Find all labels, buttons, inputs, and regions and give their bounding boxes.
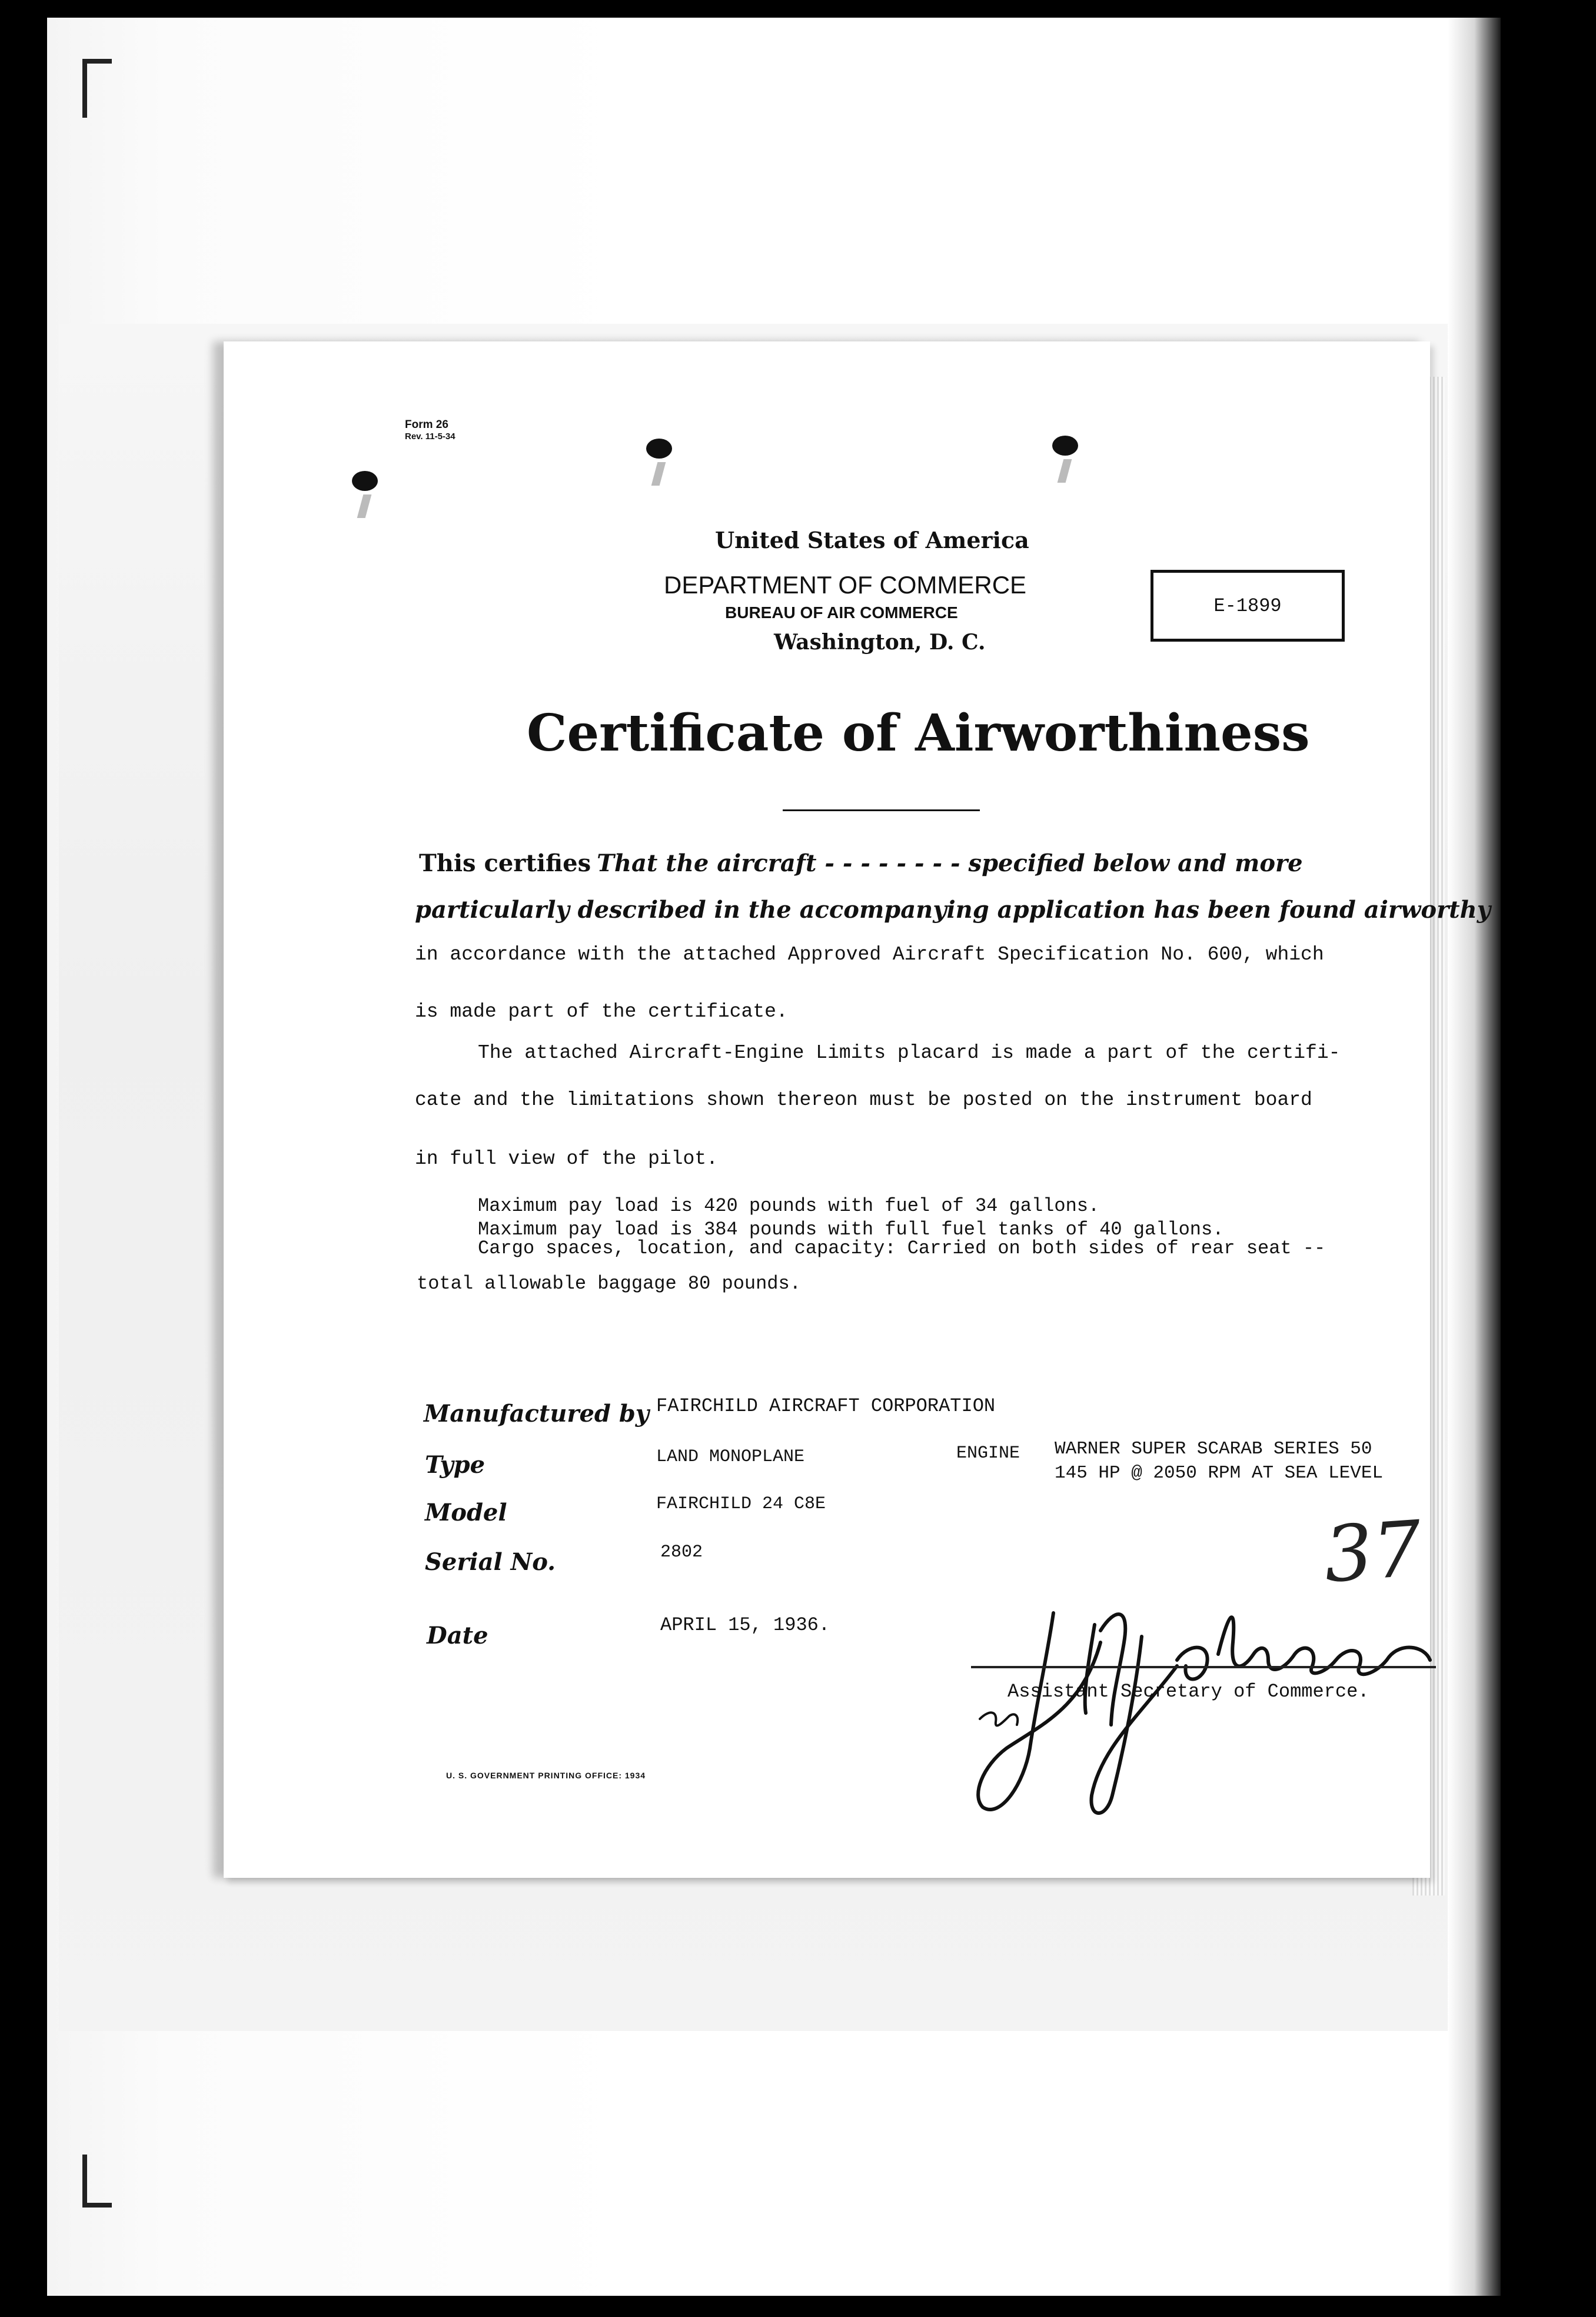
punch-hole-right bbox=[1048, 430, 1083, 483]
signature-title: Assistant Secretary of Commerce. bbox=[1008, 1681, 1369, 1702]
certificate-number: E-1899 bbox=[1213, 595, 1282, 617]
form-number: Form 26 bbox=[405, 419, 448, 431]
para2-line-3: in full view of the pilot. bbox=[415, 1148, 718, 1170]
limit-line-2: Maximum pay load is 384 pounds with full fuel tanks of 40 gallons. bbox=[478, 1219, 1224, 1240]
bureau-heading: BUREAU OF AIR COMMERCE bbox=[725, 603, 958, 622]
printer-imprint: U. S. GOVERNMENT PRINTING OFFICE: 1934 bbox=[446, 1771, 646, 1780]
limit-line-3: Cargo spaces, location, and capacity: Carried on both sides of rear seat -- bbox=[478, 1237, 1326, 1259]
punch-hole-middle bbox=[641, 433, 677, 486]
model-value: FAIRCHILD 24 C8E bbox=[656, 1494, 826, 1514]
department-heading: DEPARTMENT OF COMMERCE bbox=[664, 571, 1027, 599]
body-line-1-rest: That the aircraft - - - - - - - - specified below and more bbox=[597, 849, 1303, 877]
certificate-number-box bbox=[1151, 570, 1345, 642]
para2-line-1: The attached Aircraft-Engine Limits placard is made a part of the certifi- bbox=[478, 1042, 1341, 1064]
engine-label: ENGINE bbox=[956, 1443, 1020, 1463]
body-line-4: is made part of the certificate. bbox=[415, 1001, 788, 1023]
title-underline bbox=[783, 809, 980, 811]
limit-line-4: total allowable baggage 80 pounds. bbox=[417, 1273, 801, 1294]
serial-value: 2802 bbox=[660, 1542, 703, 1562]
crop-mark-bottom-left-horizontal bbox=[82, 2203, 112, 2208]
signature-line bbox=[971, 1666, 1436, 1668]
certificate-title: Certificate of Airworthiness bbox=[527, 703, 1310, 763]
city-heading: Washington, D. C. bbox=[774, 630, 986, 655]
certifies-lead: This certifies bbox=[419, 849, 591, 877]
punch-hole-left bbox=[347, 465, 383, 518]
body-line-1 bbox=[419, 849, 1303, 877]
para2-line-2: cate and the limitations shown thereon must be posted on the instrument board bbox=[415, 1089, 1312, 1111]
form-revision: Rev. 11-5-34 bbox=[405, 431, 455, 442]
crop-mark-top-left bbox=[82, 59, 87, 118]
handwritten-number: 37 bbox=[1321, 1503, 1425, 1600]
type-value: LAND MONOPLANE bbox=[656, 1447, 805, 1467]
right-edge-shadow bbox=[1448, 18, 1501, 2296]
type-label: Type bbox=[425, 1451, 486, 1479]
crop-mark-top-left-horizontal bbox=[82, 59, 112, 64]
engine-value-1: WARNER SUPER SCARAB SERIES 50 bbox=[1055, 1439, 1372, 1459]
date-value: APRIL 15, 1936. bbox=[660, 1614, 830, 1636]
crop-mark-bottom-left bbox=[82, 2155, 87, 2208]
manufactured-by-value: FAIRCHILD AIRCRAFT CORPORATION bbox=[656, 1395, 996, 1417]
manufactured-by-label: Manufactured by bbox=[424, 1400, 650, 1428]
body-line-2: particularly described in the accompanying application has been found airworthy bbox=[415, 896, 1491, 924]
body-line-3: in accordance with the attached Approved Aircraft Specification No. 600, which bbox=[415, 944, 1324, 965]
country-heading: United States of America bbox=[715, 527, 1029, 553]
serial-label: Serial No. bbox=[425, 1548, 556, 1576]
engine-value-2: 145 HP @ 2050 RPM AT SEA LEVEL bbox=[1055, 1463, 1384, 1483]
date-label: Date bbox=[427, 1622, 488, 1649]
model-label: Model bbox=[425, 1499, 507, 1526]
limit-line-1: Maximum pay load is 420 pounds with fuel of 34 gallons. bbox=[478, 1195, 1100, 1217]
